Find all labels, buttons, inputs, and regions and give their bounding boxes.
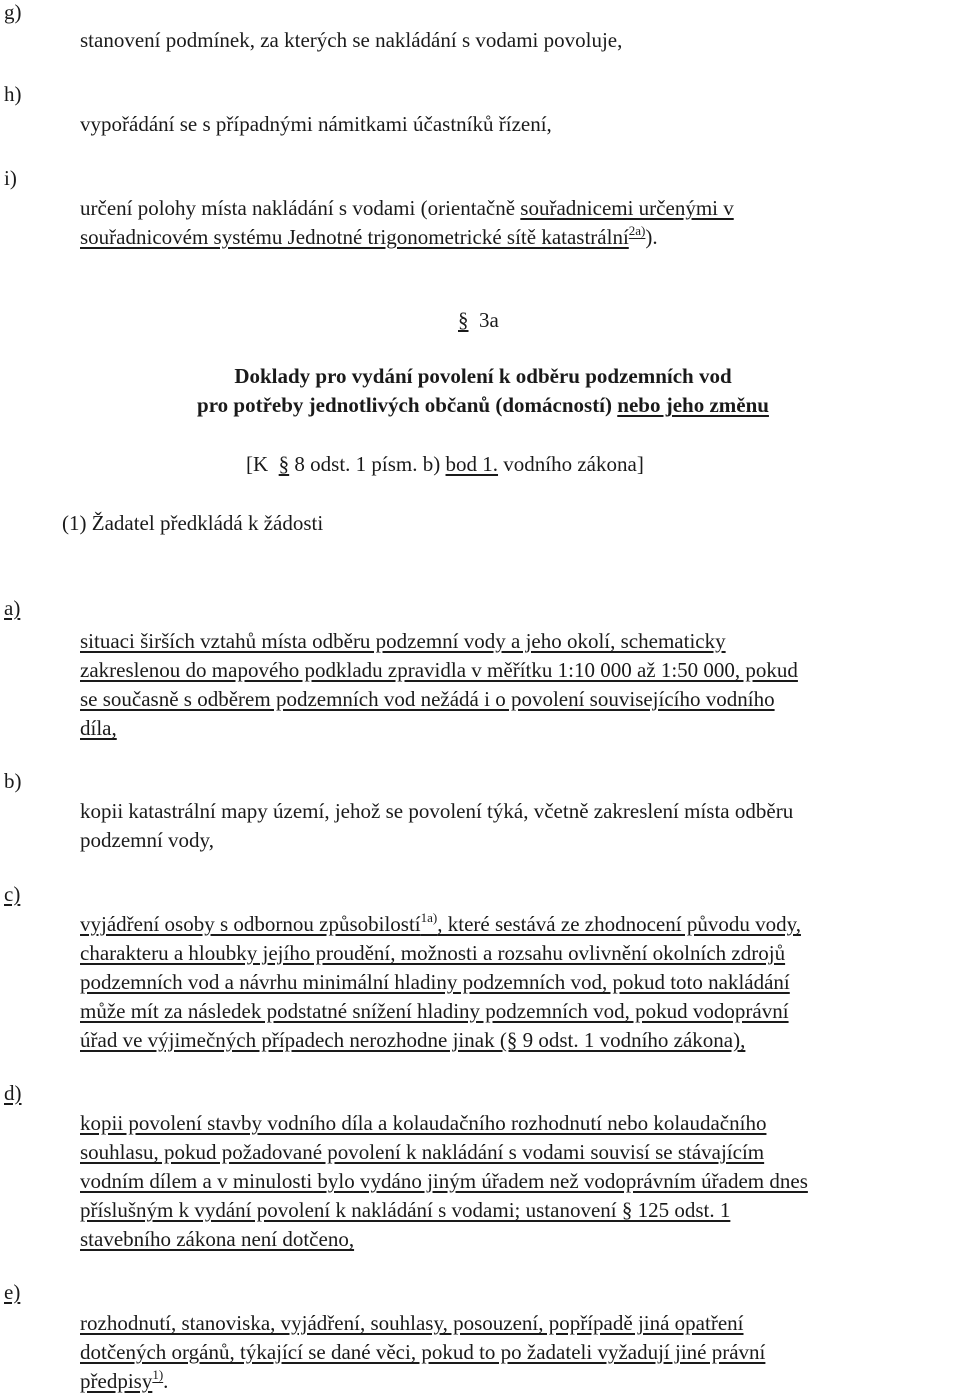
section-number: 3a <box>479 308 499 332</box>
item-c-line-3: podzemních vod a návrhu minimální hladiny podzemních vod, pokud toto nakládání <box>80 970 790 994</box>
item-h-label: h) <box>4 82 22 106</box>
item-e-label: e) <box>4 1280 21 1304</box>
item-a-line-4: díla, <box>80 716 117 740</box>
item-a-label: a) <box>4 596 21 620</box>
item-d-line-2: souhlasu, pokud požadované povolení k nakládání s vodami souvisí se stávajícím <box>80 1140 765 1164</box>
item-d-line-5: stavebního zákona není dotčeno, <box>80 1227 355 1251</box>
item-g-label: g) <box>4 0 22 24</box>
section-reference: [K § 8 odst. 1 písm. b) bod 1. vodního zákona] <box>246 452 644 476</box>
section-title-line-2: pro potřeby jednotlivých občanů (domácností) nebo jeho změnu <box>197 393 769 417</box>
item-e-line-3: předpisy$^{1)}$. <box>80 1367 169 1393</box>
section-title-line-1: Doklady pro vydání povolení k odběru podzemních vod <box>234 364 732 388</box>
item-c-line-1: vyjádření osoby s odbornou způsobilostí$^{1a)}$, které sestává ze zhodnocení původu vody, <box>80 910 801 936</box>
item-b-label: b) <box>4 769 22 793</box>
item-b-line-2: podzemní vody, <box>80 828 214 852</box>
item-d-line-1: kopii povolení stavby vodního díla a kolaudačního rozhodnutí nebo kolaudačního <box>80 1111 767 1135</box>
item-i-line-1: určení polohy místa nakládání s vodami (orientačně souřadnicemi určenými v <box>80 196 734 220</box>
item-c-line-2: charakteru a hloubky jejího proudění, možnosti a rozsahu ovlivnění okolních zdrojů <box>80 941 786 965</box>
item-a-line-3: se současně s odběrem podzemních vod nežádá i o povolení souvisejícího vodního <box>80 687 775 711</box>
item-h-text: vypořádání se s případnými námitkami účastníků řízení, <box>80 112 552 136</box>
item-d-label: d) <box>4 1081 22 1105</box>
item-e-line-1: rozhodnutí, stanoviska, vyjádření, souhlasy, posouzení, popřípadě jiná opatření <box>80 1311 744 1335</box>
item-b-line-1: kopii katastrální mapy území, jehož se povolení týká, včetně zakreslení místa odběru <box>80 799 794 823</box>
paragraph-1-intro: (1) Žadatel předkládá k žádosti <box>62 511 324 535</box>
item-c-line-4: může mít za následek podstatné snížení hladiny podzemních vod, pokud vodoprávní <box>80 999 789 1023</box>
item-c-label: c) <box>4 882 21 906</box>
item-a-line-1: situaci širších vztahů místa odběru podzemní vody a jeho okolí, schematicky <box>80 629 726 653</box>
item-a-line-2: zakreslenou do mapového podkladu zpravidla v měřítku 1:10 000 až 1:50 000, pokud <box>80 658 798 682</box>
item-g-text: stanovení podmínek, za kterých se nakládání s vodami povoluje, <box>80 28 623 52</box>
item-c-line-5: úřad ve výjimečných případech nerozhodne jinak (§ 9 odst. 1 vodního zákona), <box>80 1028 746 1052</box>
item-d-line-4: příslušným k vydání povolení k nakládání s vodami; ustanovení § 125 odst. 1 <box>80 1198 731 1222</box>
item-i-line-2: souřadnicovém systému Jednotné trigonometrické sítě katastrální$^{2a)}$). <box>80 223 658 249</box>
item-e-line-2: dotčených orgánů, týkající se dané věci, pokud to po žadateli vyžadují jiné právní <box>80 1340 766 1364</box>
item-i-label: i) <box>4 166 17 190</box>
section-heading <box>458 308 499 333</box>
item-d-line-3: vodním dílem a v minulosti bylo vydáno jiným úřadem než vodoprávním úřadem dnes <box>80 1169 808 1193</box>
section-symbol: § <box>458 308 469 332</box>
